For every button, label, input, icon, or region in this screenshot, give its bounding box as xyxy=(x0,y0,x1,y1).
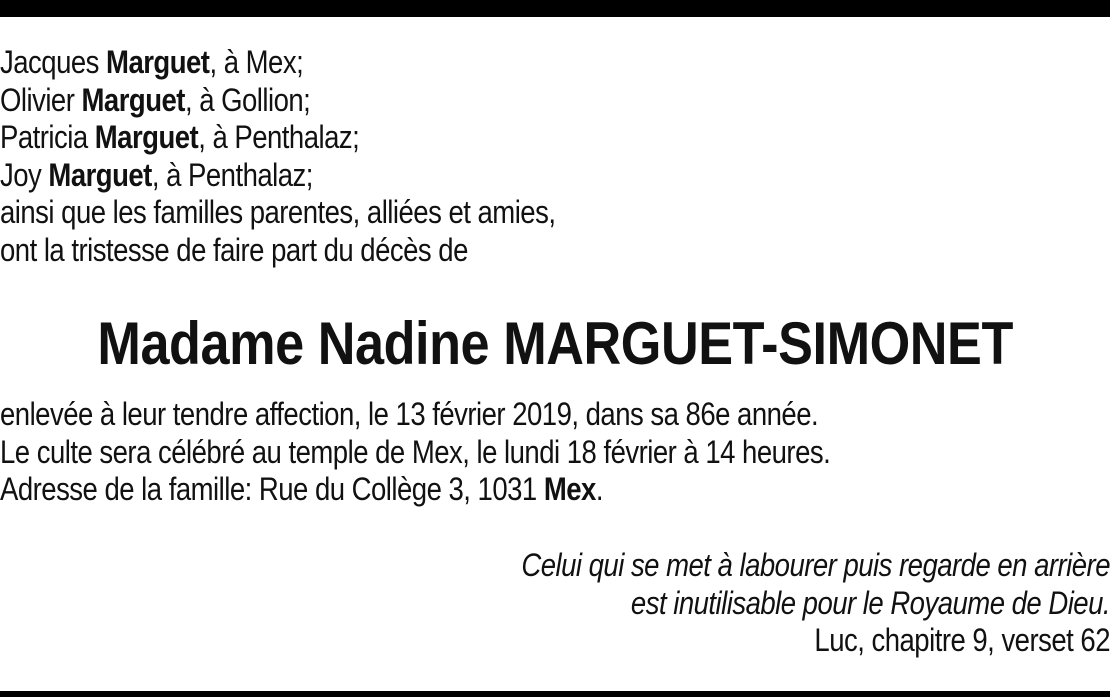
mourner-surname: Marguet xyxy=(94,119,199,155)
mourner-location: , à Penthalaz; xyxy=(151,156,313,193)
mourner-line xyxy=(0,119,946,157)
details-line-address xyxy=(0,471,1101,509)
mourner-surname: Marguet xyxy=(81,81,185,118)
mourner-surname: Marguet xyxy=(48,156,152,193)
mourner-first-name: Olivier xyxy=(0,81,75,118)
bottom-rule xyxy=(0,691,1110,697)
mourner-first-name: Joy xyxy=(0,156,42,193)
top-rule xyxy=(0,0,1110,17)
mourner-surname: Marguet xyxy=(106,44,210,80)
mourner-first-name: Jacques xyxy=(0,44,99,80)
mourner-location: , à Mex; xyxy=(209,44,304,80)
verse-line: Celui qui se met à labourer puis regarde en arrière xyxy=(521,547,1110,583)
families-line: ainsi que les familles parentes, alliées et amies, xyxy=(0,194,556,230)
mourner-line xyxy=(0,157,946,195)
details-line-death: enlevée à leur tendre affection, le 13 février 2019, dans sa 86e année. xyxy=(0,396,819,432)
announcement-line: ont la tristesse de faire part du décès de xyxy=(0,231,468,268)
deceased-name-heading xyxy=(0,306,1110,382)
verse-block xyxy=(0,547,1110,660)
deceased-name: Madame Nadine MARGUET-SIMONET xyxy=(97,310,1013,377)
verse-line: est inutilisable pour le Royaume de Dieu. xyxy=(630,584,1110,621)
mourner-first-name: Patricia xyxy=(0,119,88,155)
details-block xyxy=(0,396,1101,509)
address-text: Adresse de la famille: Rue du Collège 3, 1031 xyxy=(0,471,544,507)
details-line-service: Le culte sera célébré au temple de Mex, le lundi 18 février à 14 heures. xyxy=(0,433,831,470)
address-end: . xyxy=(595,471,603,507)
mourners-list xyxy=(0,44,946,269)
verse-reference: Luc, chapitre 9, verset 62 xyxy=(814,622,1110,658)
mourner-line xyxy=(0,44,946,82)
address-town: Mex xyxy=(543,471,596,507)
mourner-location: , à Gollion; xyxy=(184,81,311,118)
mourner-line xyxy=(0,82,946,120)
mourner-location: , à Penthalaz; xyxy=(198,119,360,155)
